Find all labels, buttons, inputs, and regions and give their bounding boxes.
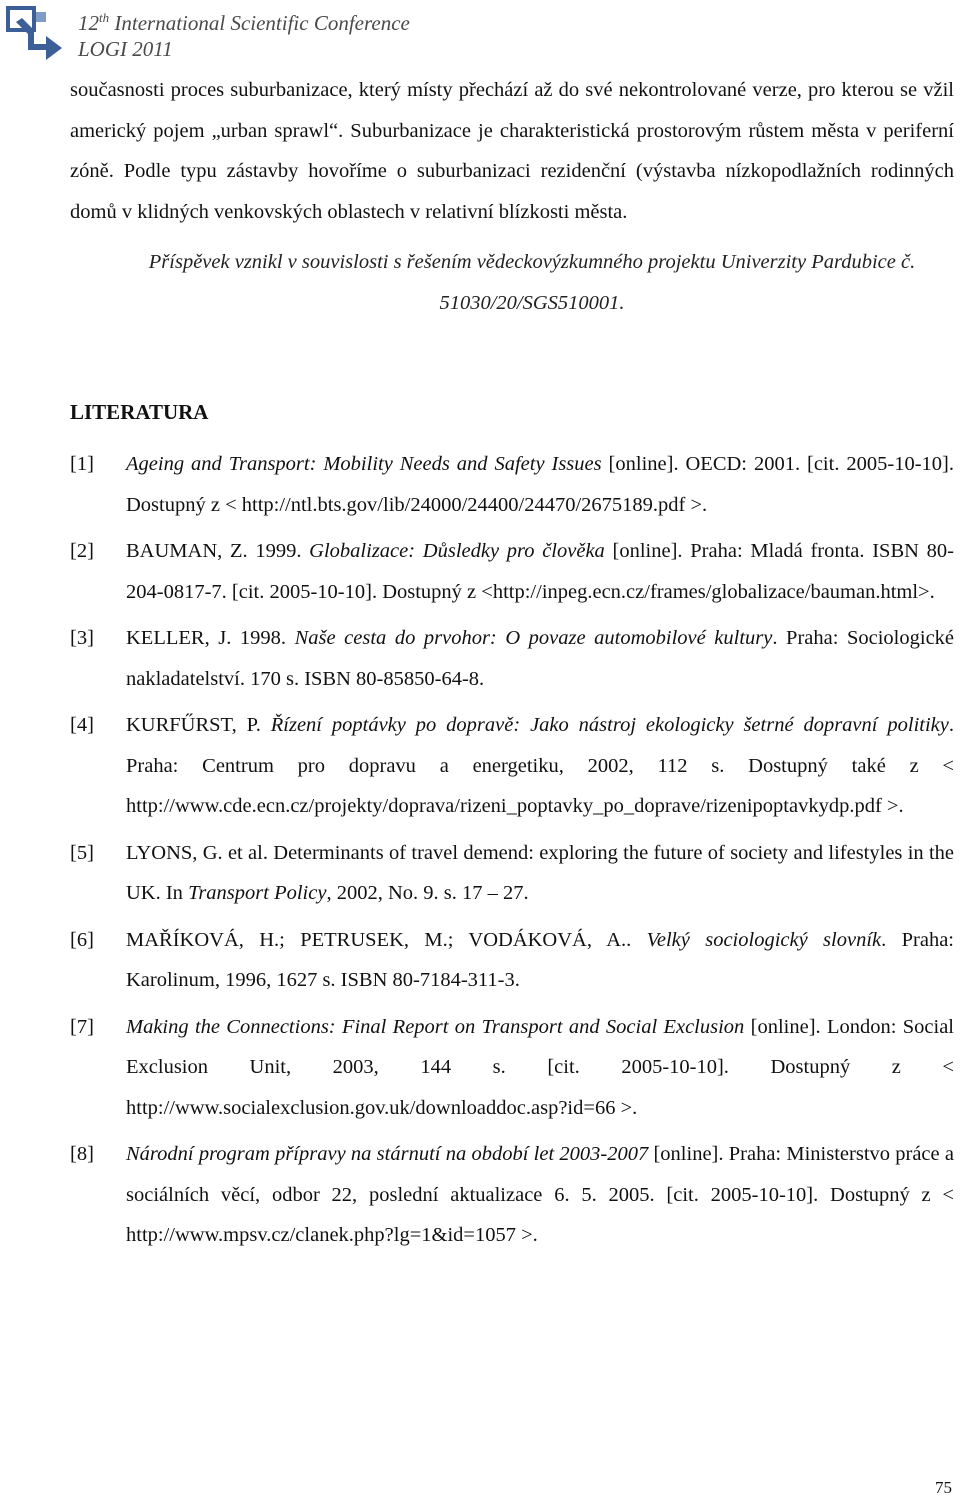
reference-number: [2] — [70, 540, 94, 562]
reference-number: [4] — [70, 714, 94, 736]
page-number: 75 — [935, 1478, 952, 1497]
reference-item — [70, 833, 954, 914]
reference-text-after: . Praha: Sociologické nakladatelství. 170 s. ISBN 80-85850-64-8. — [126, 627, 955, 690]
acknowledgement: Příspěvek vznikl v souvislosti s řešením vědeckovýzkumného projektu Univerzity Pardubice č. 51030/20/SGS510001. — [148, 251, 916, 314]
reference-text-after: [online]. OECD: 2001. [cit. 2005-10-10]. Dostupný z < http://ntl.bts.gov/lib/24000/24400/24470/2675189.pdf >. — [126, 453, 954, 516]
conference-subtitle: LOGI 2011 — [78, 37, 173, 61]
reference-title: Making the Connections: Final Report on Transport and Social Exclusion — [126, 1015, 745, 1038]
reference-number: [1] — [70, 453, 94, 475]
conference-number-suffix: th — [99, 10, 110, 25]
reference-text-after: [online]. London: Social Exclusion Unit, 2003, 144 s. [cit. 2005-10-10]. Dostupný z < http://www.socialexclusion.gov.uk/downloaddoc.asp?id=66 >. — [126, 1015, 954, 1119]
reference-title: Národní program přípravy na stárnutí na období let 2003-2007 — [126, 1143, 649, 1165]
reference-list — [70, 444, 954, 1256]
reference-title: Transport Policy — [188, 882, 327, 904]
reference-number: [7] — [70, 1015, 94, 1038]
reference-item — [70, 531, 954, 612]
reference-number: [6] — [70, 928, 94, 951]
conference-title — [78, 10, 410, 62]
reference-item — [70, 1134, 954, 1256]
reference-title: Naše cesta do prvohor: O povaze automobilové kultury — [294, 627, 773, 649]
reference-text-before: MAŘÍKOVÁ, H.; PETRUSEK, M.; VODÁKOVÁ, A.. — [126, 928, 647, 951]
reference-text-after: , 2002, No. 9. s. 17 – 27. — [326, 882, 529, 904]
reference-item — [70, 1007, 954, 1129]
reference-item — [70, 444, 954, 525]
reference-text-before: LYONS, G. et al. Determinants of travel demend: exploring the future of society and lifestyles in the UK. In — [126, 841, 954, 904]
conference-number: 12 — [78, 11, 99, 35]
reference-text-after: [online]. Praha: Mladá fronta. ISBN 80-204-0817-7. [cit. 2005-10-10]. Dostupný z <http://inpeg.ecn.cz/frames/globalizace/bauman.html>. — [126, 540, 954, 603]
reference-text-after: [online]. Praha: Ministerstvo práce a sociálních věcí, odbor 22, poslední aktualizace 6. 5. 2005. [cit. 2005-10-10]. Dostupný z < http://www.mpsv.cz/clanek.php?lg=1&id=1057 >. — [126, 1143, 954, 1246]
conference-name: International Scientific Conference — [114, 11, 410, 35]
body-paragraph: současnosti proces suburbanizace, který místy přechází až do své nekontrolované verze, pro kterou se vžil americký pojem „urban sprawl“. Suburbanizace je charakteristická prostorovým růstem města v periferní zóně. Podle typu zástavby hovoříme o suburbanizaci rezidenční (výstavba nízkopodlažních rodinných domů v klidných venkovských oblastech v relativní blízkosti města. — [70, 79, 954, 223]
reference-number: [8] — [70, 1143, 94, 1165]
reference-text-before: KURFŰRST, P. — [126, 714, 271, 736]
reference-item — [70, 705, 954, 827]
reference-text-before: BAUMAN, Z. 1999. — [126, 540, 310, 562]
page-header — [6, 4, 606, 64]
reference-title: Řízení poptávky po dopravě: Jako nástroj ekologicky šetrné dopravní politiky — [270, 714, 949, 736]
conference-logo-icon — [6, 4, 68, 62]
reference-text-after: . Praha: Centrum pro dopravu a energetiku, 2002, 112 s. Dostupný také z < http://www.cde.ecn.cz/projekty/doprava/rizeni_poptavky_po_doprave/rizenipoptavkydp.pdf >. — [126, 714, 954, 817]
reference-text-after: . Praha: Karolinum, 1996, 1627 s. ISBN 80-7184-311-3. — [126, 928, 954, 991]
reference-item — [70, 618, 954, 699]
page-content — [70, 70, 954, 1262]
reference-title: Ageing and Transport: Mobility Needs and Safety Issues — [126, 453, 602, 475]
reference-title: Velký sociologický slovník — [646, 928, 882, 951]
reference-number: [5] — [70, 841, 94, 864]
section-title: LITERATURA — [70, 400, 209, 424]
reference-text-before: KELLER, J. 1998. — [126, 627, 295, 649]
reference-item — [70, 920, 954, 1001]
reference-number: [3] — [70, 627, 94, 649]
reference-title: Globalizace: Důsledky pro člověka — [309, 540, 605, 562]
